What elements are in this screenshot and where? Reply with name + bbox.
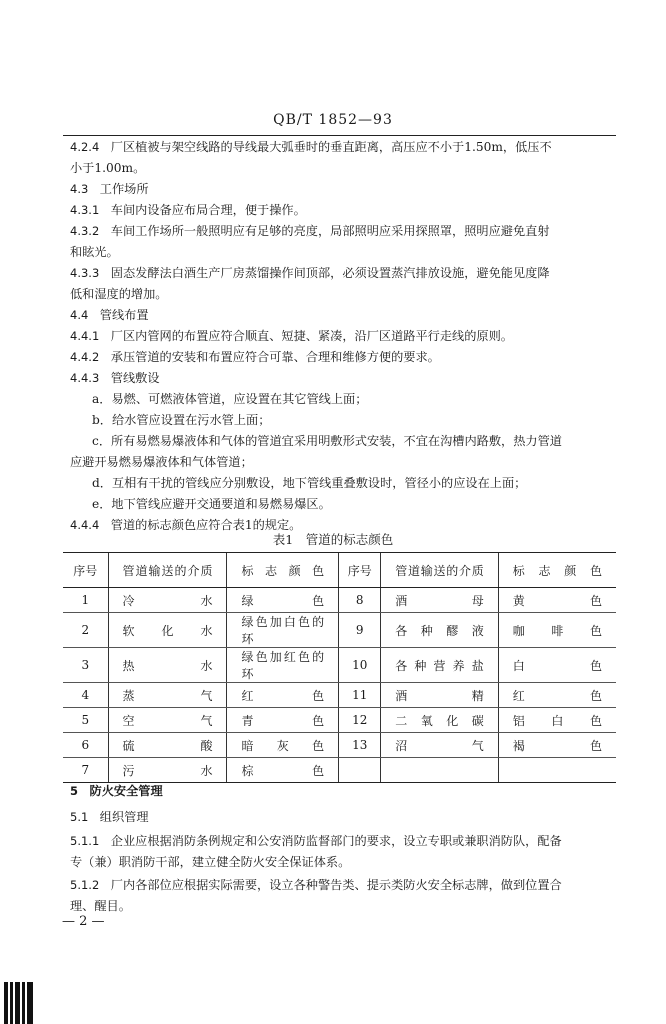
table-cell: 6 (63, 733, 108, 758)
section5-line (70, 780, 610, 802)
clause-number: 4.3.2 (70, 224, 111, 238)
section5-line (70, 830, 610, 852)
table-cell: 空气 (108, 708, 227, 733)
clause-text: 管线布置 (99, 308, 149, 322)
table-cell: 白色 (498, 648, 616, 683)
table-header-cell: 序号 (63, 553, 108, 588)
clause-text: 厂区内管网的布置应符合顺直、短捷、紧凑，沿厂区道路平行走线的原则。 (110, 329, 513, 343)
clause-number: 5.1 (70, 810, 100, 824)
table-cell (498, 758, 616, 783)
clause-number: 4.4.2 (70, 350, 111, 364)
table-cell: 绿色加白色的环 (227, 613, 339, 648)
table-cell: 9 (339, 613, 381, 648)
clause-number: 4.4.3 (70, 371, 111, 385)
pipe-color-table (63, 552, 616, 783)
table-header-cell: 标志颜色 (498, 553, 616, 588)
table-cell: 硫酸 (108, 733, 227, 758)
table-row (63, 588, 616, 613)
clause-text: 和眩光。 (70, 245, 119, 259)
paragraph-line (70, 262, 610, 284)
table-cell: 二氧化碳 (381, 708, 498, 733)
paragraph-line (70, 241, 610, 263)
clause-text: 企业应根据消防条例规定和公安消防监督部门的要求，设立专职或兼职消防队，配备 (110, 834, 562, 848)
clause-text: 小于1.00m。 (70, 161, 146, 175)
clause-text: 应避开易燃易爆液体和气体管道； (70, 455, 253, 469)
table-row (63, 683, 616, 708)
page-header: QB/T 1852—93 (273, 112, 393, 128)
table-cell: 红色 (498, 683, 616, 708)
clause-text: 承压管道的安装和布置应符合可靠、合理和维修方便的要求。 (110, 350, 440, 364)
clause-text: 管道的标志颜色应符合表1的规定。 (110, 518, 302, 532)
table-caption: 表1 管道的标志颜色 (272, 532, 394, 547)
table-cell: 冷水 (108, 588, 227, 613)
table-cell: 酒精 (381, 683, 498, 708)
clause-text: a．易燃、可燃液体管道，应设置在其它管线上面； (92, 392, 368, 406)
paragraph-line (70, 178, 610, 200)
table-cell: 7 (63, 758, 108, 783)
paragraph-line (92, 409, 632, 431)
page-number: — 2 — (62, 914, 105, 929)
paragraph-line (70, 283, 610, 305)
paragraph-line (92, 388, 632, 410)
table-cell: 青色 (227, 708, 339, 733)
clause-text: 理、醒目。 (70, 899, 131, 913)
table-cell: 沼气 (381, 733, 498, 758)
clause-number: 4.3.3 (70, 266, 111, 280)
table-cell: 5 (63, 708, 108, 733)
table-body (63, 588, 616, 783)
table-cell: 8 (339, 588, 381, 613)
table-header-cell: 序号 (339, 553, 381, 588)
section5-line (70, 851, 610, 873)
clause-text: 厂内各部位应根据实际需要，设立各种警告类、提示类防火安全标志牌，做到位置合 (110, 878, 562, 892)
clause-text: 车间工作场所一般照明应有足够的亮度，局部照明应采用探照罩，照明应避免直射 (110, 224, 550, 238)
table-cell: 污水 (108, 758, 227, 783)
section5-line (70, 895, 610, 917)
table-cell: 绿色加红色的环 (227, 648, 339, 683)
clause-text: e．地下管线应避开交通要道和易燃易爆区。 (92, 497, 331, 511)
paragraph-line (70, 367, 610, 389)
table-cell: 4 (63, 683, 108, 708)
clause-text: 专（兼）职消防干部，建立健全防火安全保证体系。 (70, 855, 351, 869)
section5-line (70, 806, 610, 828)
table-row (63, 733, 616, 758)
table-row (63, 648, 616, 683)
clause-number: 4.2.4 (70, 140, 111, 154)
clause-number: 4.3.1 (70, 203, 111, 217)
clause-text: c．所有易燃易爆液体和气体的管道宜采用明敷形式安装，不宜在沟槽内路敷，热力管道 (92, 434, 562, 448)
table-cell: 10 (339, 648, 381, 683)
table-cell (339, 758, 381, 783)
paragraph-line (92, 493, 632, 515)
table-cell: 黄色 (498, 588, 616, 613)
table-row (63, 758, 616, 783)
table-cell: 各种醪液 (381, 613, 498, 648)
table-cell: 软化水 (108, 613, 227, 648)
table-cell: 暗灰色 (227, 733, 339, 758)
paragraph-line (70, 325, 610, 347)
table-cell: 咖啡色 (498, 613, 616, 648)
table-cell: 各种营养盐 (381, 648, 498, 683)
paragraph-line (92, 472, 632, 494)
table-cell (381, 758, 498, 783)
paragraph-line (70, 220, 610, 242)
table-header-cell: 管道输送的介质 (108, 553, 227, 588)
table-cell: 13 (339, 733, 381, 758)
table-cell: 红色 (227, 683, 339, 708)
table-cell: 蒸气 (108, 683, 227, 708)
clause-number: 4.4.4 (70, 518, 111, 532)
table-header-row (63, 553, 616, 588)
clause-number: 5.1.1 (70, 834, 111, 848)
table-cell: 热水 (108, 648, 227, 683)
paragraph-line (70, 199, 610, 221)
table-cell: 棕色 (227, 758, 339, 783)
clause-number: 4.4 (70, 308, 100, 322)
paragraph-line (70, 304, 610, 326)
table-cell: 12 (339, 708, 381, 733)
clause-text: 组织管理 (99, 810, 149, 824)
table-cell: 2 (63, 613, 108, 648)
table-cell: 3 (63, 648, 108, 683)
clause-number: 5.1.2 (70, 878, 111, 892)
table-header-cell: 标志颜色 (227, 553, 339, 588)
paragraph-line (70, 346, 610, 368)
clause-text: 防火安全管理 (89, 784, 163, 798)
table-cell: 褐色 (498, 733, 616, 758)
clause-text: d．互相有干扰的管线应分别敷设，地下管线重叠敷设时，管径小的应设在上面； (92, 476, 527, 490)
clause-number: 4.4.1 (70, 329, 111, 343)
paragraph-line (70, 136, 610, 158)
clause-text: 管线敷设 (110, 371, 160, 385)
clause-text: b．给水管应设置在污水管上面； (92, 413, 271, 427)
paragraph-line (70, 451, 610, 473)
table-cell: 绿色 (227, 588, 339, 613)
paragraph-line (70, 157, 610, 179)
table-cell: 1 (63, 588, 108, 613)
table-cell: 铝白色 (498, 708, 616, 733)
clause-text: 低和湿度的增加。 (70, 287, 168, 301)
section5-line (70, 874, 610, 896)
clause-text: 工作场所 (99, 182, 149, 196)
table-cell: 11 (339, 683, 381, 708)
table-row (63, 613, 616, 648)
clause-text: 固态发酵法白酒生产厂房蒸馏操作间顶部，必须设置蒸汽排放设施，避免能见度降 (110, 266, 550, 280)
table-cell: 酒母 (381, 588, 498, 613)
paragraph-line (92, 430, 632, 452)
table-row (63, 708, 616, 733)
clause-number: 4.3 (70, 182, 100, 196)
clause-text: 车间内设备应布局合理，便于操作。 (110, 203, 306, 217)
table-header-cell: 管道输送的介质 (381, 553, 498, 588)
clause-text: 厂区植被与架空线路的导线最大弧垂时的垂直距离，高压应不小于1.50m，低压不 (110, 140, 552, 154)
clause-number: 5 (70, 784, 90, 798)
